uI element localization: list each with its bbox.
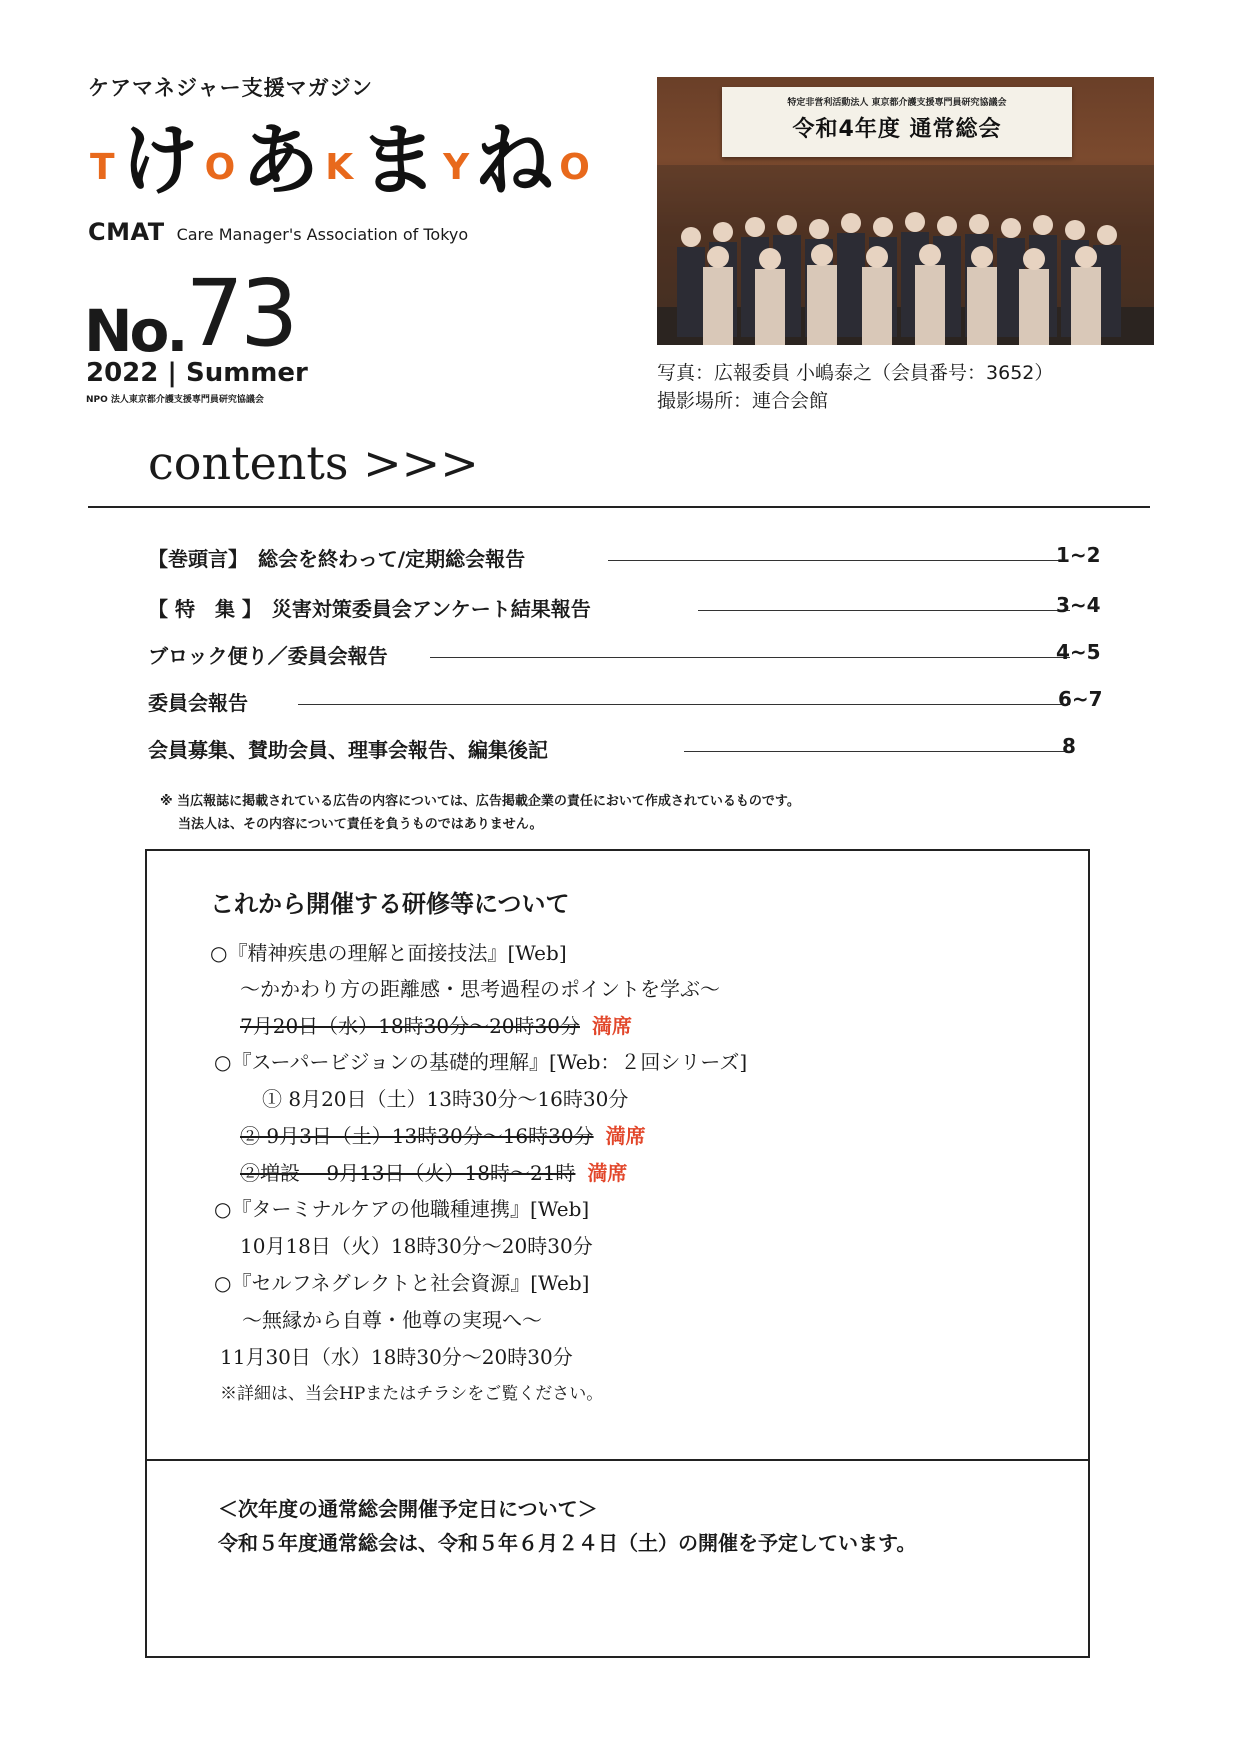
- training-2-date3-row: [240, 1159, 627, 1187]
- training-1-title: ○『精神疾患の理解と面接技法』[Web]: [210, 941, 567, 965]
- ad-disclaimer-line2: 当法人は、その内容について責任を負うものではありません。: [178, 817, 543, 832]
- training-2-date1: ① 8月20日（土）13時30分～16時30分: [262, 1087, 629, 1111]
- toc-item[interactable]: [148, 734, 1088, 766]
- toc-item-pages: 4~5: [1056, 640, 1101, 664]
- logo-letter-t: T: [90, 147, 115, 188]
- trainings-note: ※詳細は、当会HPまたはチラシをご覧ください。: [220, 1384, 604, 1404]
- toc-item-pages: 8: [1062, 734, 1076, 758]
- general-meeting-photo: [657, 77, 1154, 345]
- org-name: NPO 法人東京都介護支援専門員研究協議会: [86, 395, 264, 405]
- contents-heading: contents >>>: [148, 436, 479, 490]
- toc-leader: [698, 610, 1070, 611]
- toc-item-pages: 1~2: [1056, 543, 1101, 567]
- training-2-date2-row: [240, 1122, 646, 1150]
- magazine-subtitle: ケアマネジャー支援マガジン: [88, 76, 374, 100]
- toc-leader: [430, 657, 1070, 658]
- toc-item-label: ブロック便り／委員会報告: [148, 644, 388, 668]
- toc-item[interactable]: [148, 687, 1103, 719]
- toc-item-label: 【 特 集 】 災害対策委員会アンケート結果報告: [148, 597, 591, 621]
- photo-caption-photographer: 写真：広報委員 小嶋泰之（会員番号：3652）: [657, 362, 1054, 384]
- toc-leader: [684, 751, 1070, 752]
- logo-kana-ma: ま: [359, 116, 438, 206]
- logo-letter-k: K: [325, 147, 354, 188]
- toc-item[interactable]: [148, 543, 1101, 575]
- photo-caption-location: 撮影場所：連合会館: [657, 390, 829, 412]
- training-1-subtitle: ～かかわり方の距離感・思考過程のポイントを学ぶ～: [240, 977, 720, 1001]
- next-meeting-heading: ＜次年度の通常総会開催予定日について＞: [218, 1497, 598, 1521]
- cmat-full-name: Care Manager's Association of Tokyo: [176, 225, 469, 244]
- trainings-heading: これから開催する研修等について: [210, 889, 570, 918]
- toc-leader: [608, 560, 1068, 561]
- logo-letter-o1: O: [204, 147, 236, 188]
- issue-season: 2022 | Summer: [86, 358, 308, 388]
- toc-item-pages: 6~7: [1058, 687, 1103, 711]
- toc-leader: [298, 704, 1070, 705]
- training-2-date2: ② 9月3日（土）13時30分～16時30分: [240, 1124, 594, 1148]
- logo-letter-o2: O: [559, 147, 590, 188]
- toc-item[interactable]: [148, 593, 1101, 625]
- toc-item-label: 委員会報告: [148, 691, 248, 715]
- cmat-abbrev: CMAT: [88, 218, 165, 246]
- box-divider: [145, 1459, 1090, 1461]
- banner-title: 令和4年度 通常総会: [792, 117, 1002, 142]
- toc-item[interactable]: [148, 640, 1101, 672]
- training-2-date3: ②増設 9月13日（火）18時～21時: [240, 1161, 576, 1185]
- full-badge: 満席: [605, 1124, 646, 1148]
- magazine-logo: [84, 104, 596, 206]
- training-4-title: ○『セルフネグレクトと社会資源』[Web]: [214, 1271, 590, 1295]
- training-1-date: 7月20日（水）18時30分～20時30分: [240, 1014, 580, 1038]
- logo-kana-ne: ね: [475, 116, 554, 206]
- issue-digits: 73: [185, 260, 295, 367]
- cmat-line: [88, 218, 468, 246]
- ad-disclaimer: [160, 790, 800, 836]
- logo-kana-a: あ: [241, 116, 320, 206]
- issue-number: [84, 260, 295, 367]
- logo-kana-ke: け: [120, 116, 199, 206]
- issue-prefix: No.: [84, 297, 186, 365]
- training-3-title: ○『ターミナルケアの他職種連携』[Web]: [214, 1197, 590, 1221]
- training-4-subtitle: ～無縁から自尊・他尊の実現へ～: [242, 1308, 542, 1332]
- toc-item-pages: 3~4: [1056, 593, 1101, 617]
- photo-banner: [722, 87, 1072, 157]
- next-meeting-body: 令和５年度通常総会は、令和５年６月２４日（土）の開催を予定しています。: [218, 1531, 917, 1555]
- full-badge: 満席: [587, 1161, 628, 1185]
- toc-item-label: 【巻頭言】 総会を終わって/定期総会報告: [148, 547, 526, 571]
- ad-disclaimer-line1: ※ 当広報誌に掲載されている広告の内容については、広告掲載企業の責任において作成されているものです。: [160, 794, 800, 809]
- contents-divider: [88, 506, 1150, 508]
- logo-letter-y: Y: [443, 147, 470, 188]
- training-2-title: ○『スーパービジョンの基礎的理解』[Web：２回シリーズ]: [214, 1050, 748, 1074]
- training-4-date: 11月30日（水）18時30分～20時30分: [220, 1345, 573, 1369]
- full-badge: 満席: [591, 1014, 632, 1038]
- training-1-date-row: [240, 1012, 632, 1040]
- banner-org: 特定非営利活動法人 東京都介護支援専門員研究協議会: [787, 98, 1007, 108]
- training-3-date: 10月18日（火）18時30分～20時30分: [240, 1234, 593, 1258]
- toc-item-label: 会員募集、賛助会員、理事会報告、編集後記: [148, 738, 548, 762]
